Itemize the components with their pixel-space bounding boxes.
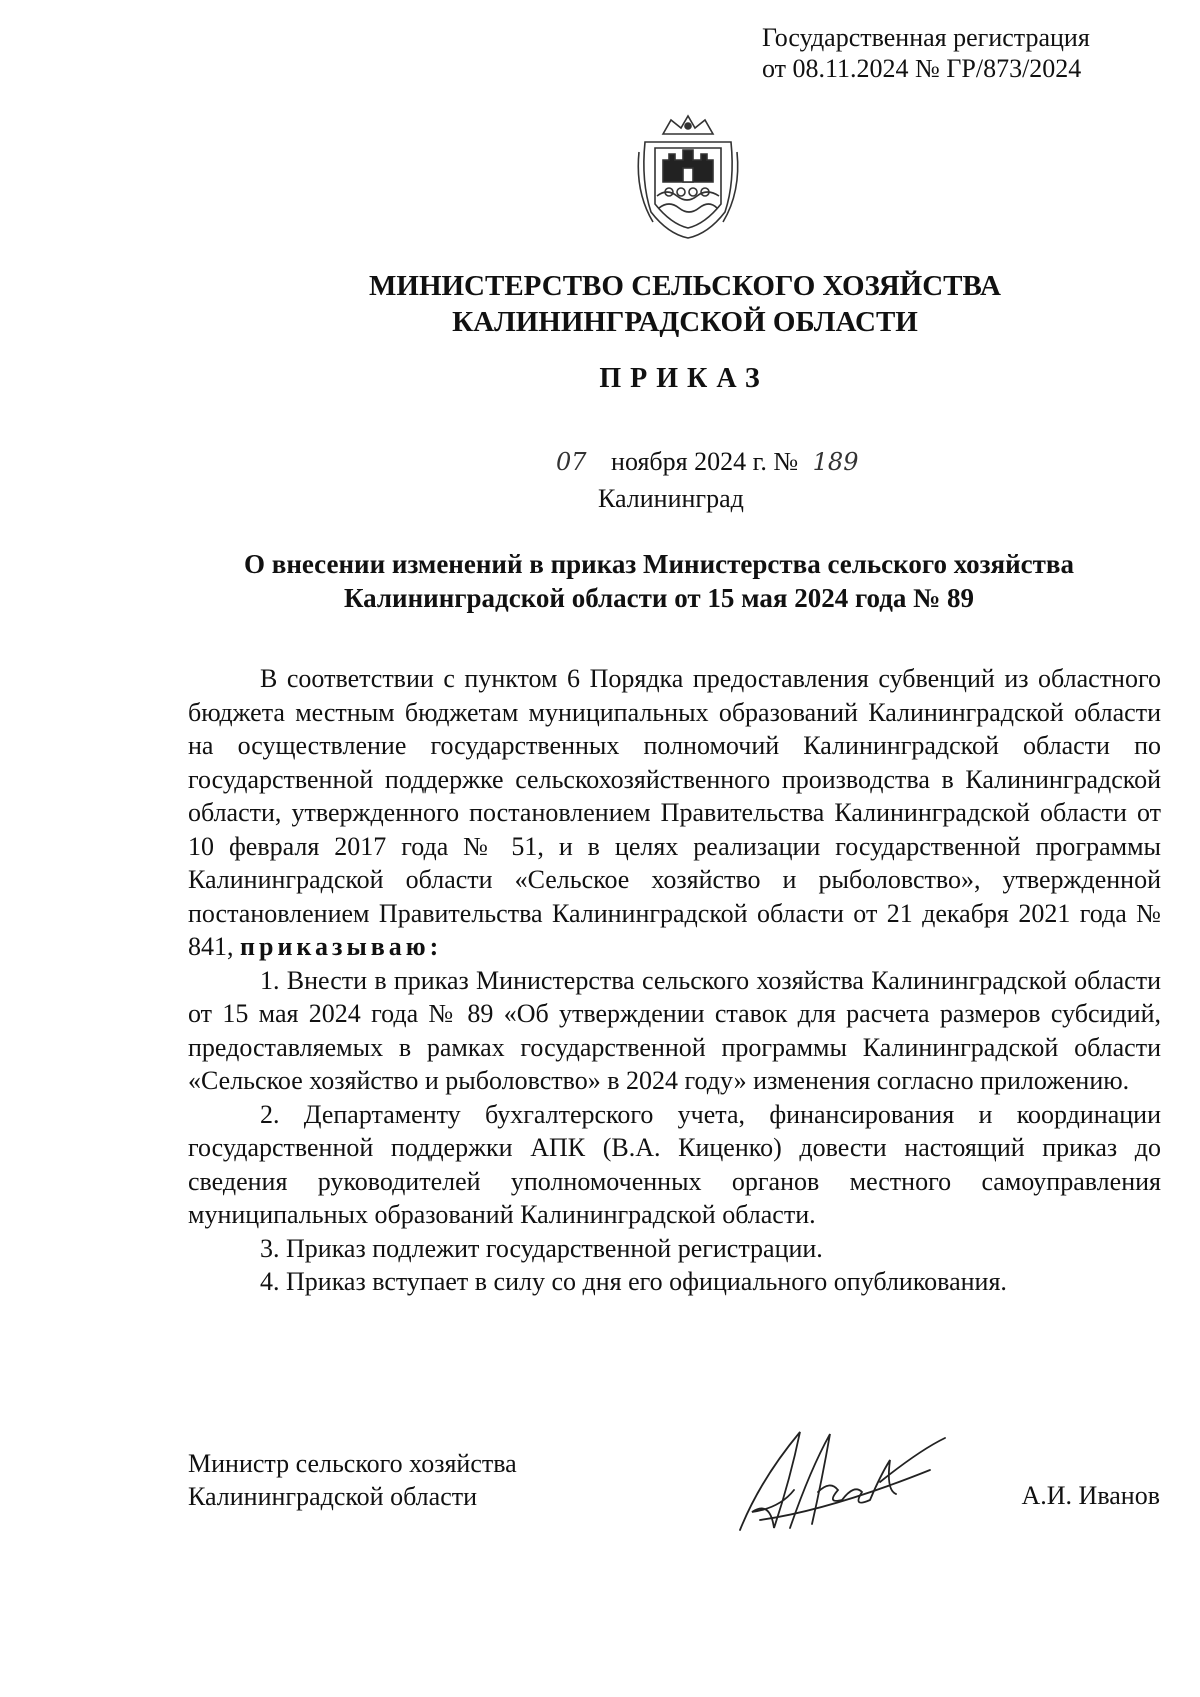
document-body [188, 662, 1161, 1299]
document-type-label: ПРИКАЗ [599, 363, 769, 394]
coat-of-arms-icon [633, 112, 743, 242]
month-year-number-label: ноября 2024 г. № [611, 447, 799, 476]
signatory-name: А.И. Иванов [1021, 1481, 1160, 1510]
signatory-title-line1: Министр сельского хозяйства [188, 1449, 517, 1478]
document-type [0, 363, 1200, 395]
registration-line2: от 08.11.2024 № ГР/873/2024 [762, 54, 1082, 83]
registration-line1: Государственная регистрация [762, 23, 1090, 52]
ministry-line1: МИНИСТЕРСТВО СЕЛЬСКОГО ХОЗЯЙСТВА [369, 270, 1001, 302]
city: Калининград [598, 484, 744, 513]
preamble-paragraph [188, 662, 1161, 964]
item-2: 2. Департаменту бухгалтерского учета, финансирования и координации государственной поддержки АПК (В.А. Киценко) довести настоящий приказ до сведения руководителей уполномоченных органов местного самоуправления муниципальных образований Калининградской области. [188, 1099, 1161, 1229]
subject-line1: О внесении изменений в приказ Министерства сельского хозяйства [243, 549, 1075, 579]
item-4: 4. Приказ вступает в силу со дня его официального опубликования. [260, 1267, 1007, 1296]
handwritten-number: 189 [812, 448, 859, 476]
subject-line2: Калининградской области от 15 мая 2024 года № 89 [343, 583, 975, 613]
signatory-title [188, 1447, 517, 1513]
handwritten-signature-icon [730, 1420, 950, 1540]
signatory-title-line2: Калининградской области [188, 1482, 478, 1511]
ministry-name [0, 268, 1200, 340]
handwritten-day: 07 [556, 448, 587, 476]
ministry-line2: КАЛИНИНГРАДСКОЙ ОБЛАСТИ [452, 306, 918, 338]
preamble-text: В соответствии с пунктом 6 Порядка предоставления субвенций из областного бюджета местным бюджетам муниципальных образований Калининградской области на осуществление государственных полномочий Калининградской области по государственной поддержке сельскохозяйственного производства в Калининградской области, утвержденного постановлением Правительства Калининградской области от 10 февраля 2017 года № 51, и в целях реализации государственной программы Калининградской области «Сельское хозяйство и рыболовство», утвержденной постановлением Правительства Калининградской области от 21 декабря 2021 года № 841, [188, 664, 1161, 961]
order-word: приказываю: [240, 932, 443, 961]
item-1: 1. Внести в приказ Министерства сельского хозяйства Калининградской области от 15 мая 2024 года № 89 «Об утверждении ставок для расчета размеров субсидий, предоставляемых в рамках государственной программы Калининградской области «Сельское хозяйство и рыболовство» в 2024 году» изменения согласно приложению. [188, 965, 1161, 1095]
document-subject [0, 547, 1200, 615]
item-3: 3. Приказ подлежит государственной регистрации. [260, 1233, 823, 1263]
document-dateline [556, 447, 858, 477]
registration-stamp [762, 22, 1090, 84]
